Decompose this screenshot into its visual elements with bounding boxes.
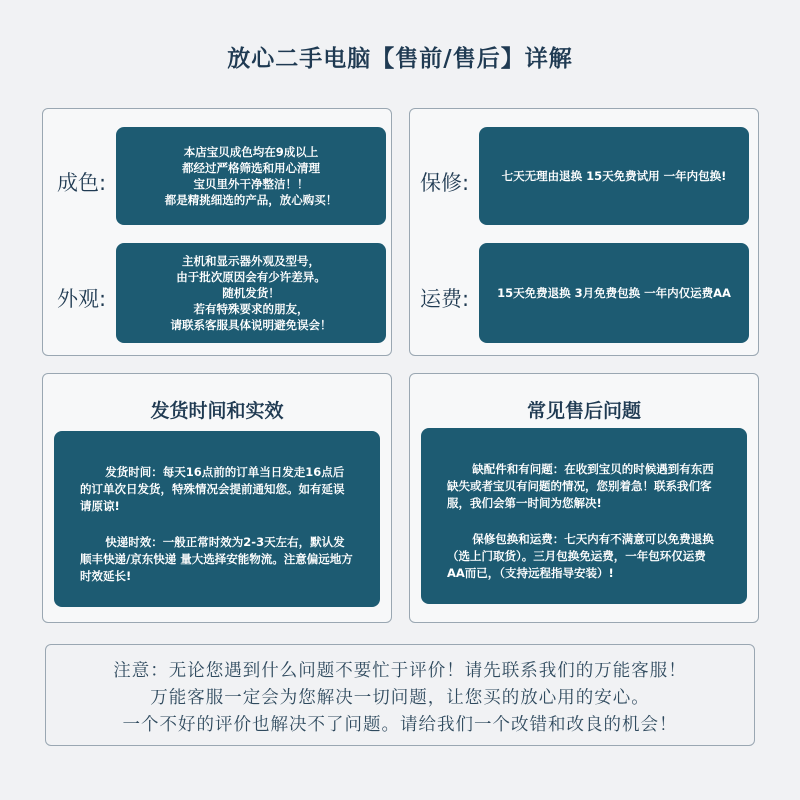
notice-panel [45,644,755,746]
appearance-text: 主机和显示器外观及型号， 由于批次原因会有少许差异。 随机发货！ 若有特殊要求的朋友， 请联系客服具体说明避免误会！ [170,254,332,332]
notice-line-1: 注意：无论您遇到什么问题不要忙于评价！请先联系我们的万能客服！ [113,661,687,681]
warranty-shipping-text: 保修包换和运费：七天内有不满意可以免费退换（选上门取货）。三月包换免运费，一年包环仅运费AA而已，（支持远程指导安装）! [447,532,714,580]
condition-box [116,127,386,225]
after-sales-box [421,428,747,604]
shipping-fee-text: 15天免费退换 3月免费包换 一年内仅运费AA [497,286,731,300]
warranty-text: 七天无理由退换 15天免费试用 一年内包换! [501,169,727,183]
delivery-box [54,431,380,607]
appearance-label: 外观: [57,287,107,311]
delivery-title: 发货时间和实效 [150,400,284,422]
warranty-label: 保修: [420,171,470,195]
shipping-fee-label: 运费: [420,287,470,311]
warranty-box [479,127,749,225]
panel-after-sales [409,373,759,623]
panel-condition-appearance [42,108,392,356]
shipping-fee-box [479,243,749,343]
condition-text: 本店宝贝成色均在9成以上 都经过严格筛选和用心清理 宝贝里外干净整洁！！ 都是精挑细选的产品，放心购买！ [164,145,338,207]
panel-warranty-shipping [409,108,759,356]
delivery-time-text: 发货时间：每天16点前的订单当日发走16点后的订单次日发货，特殊情况会提前通知您。如有延误请原谅! [80,465,345,513]
panel-delivery [42,373,392,623]
condition-label: 成色: [57,171,107,195]
page-title: 放心二手电脑【售前/售后】详解 [227,46,573,72]
missing-parts-text: 缺配件和有问题：在收到宝贝的时候遇到有东西缺失或者宝贝有问题的情况，您别着急！联系我们客服，我们会第一时间为您解决! [447,462,714,510]
after-sales-title: 常见售后问题 [526,400,641,422]
appearance-box [116,243,386,343]
delivery-speed-text: 快递时效：一般正常时效为2-3天左右，默认发顺丰快递/京东快递 量大选择安能物流。注意偏远地方时效延长! [80,535,353,583]
notice-line-3: 一个不好的评价也解决不了问题。请给我们一个改错和改良的机会！ [122,715,678,735]
notice-line-2: 万能客服一定会为您解决一切问题，让您买的放心用的安心。 [150,688,650,708]
